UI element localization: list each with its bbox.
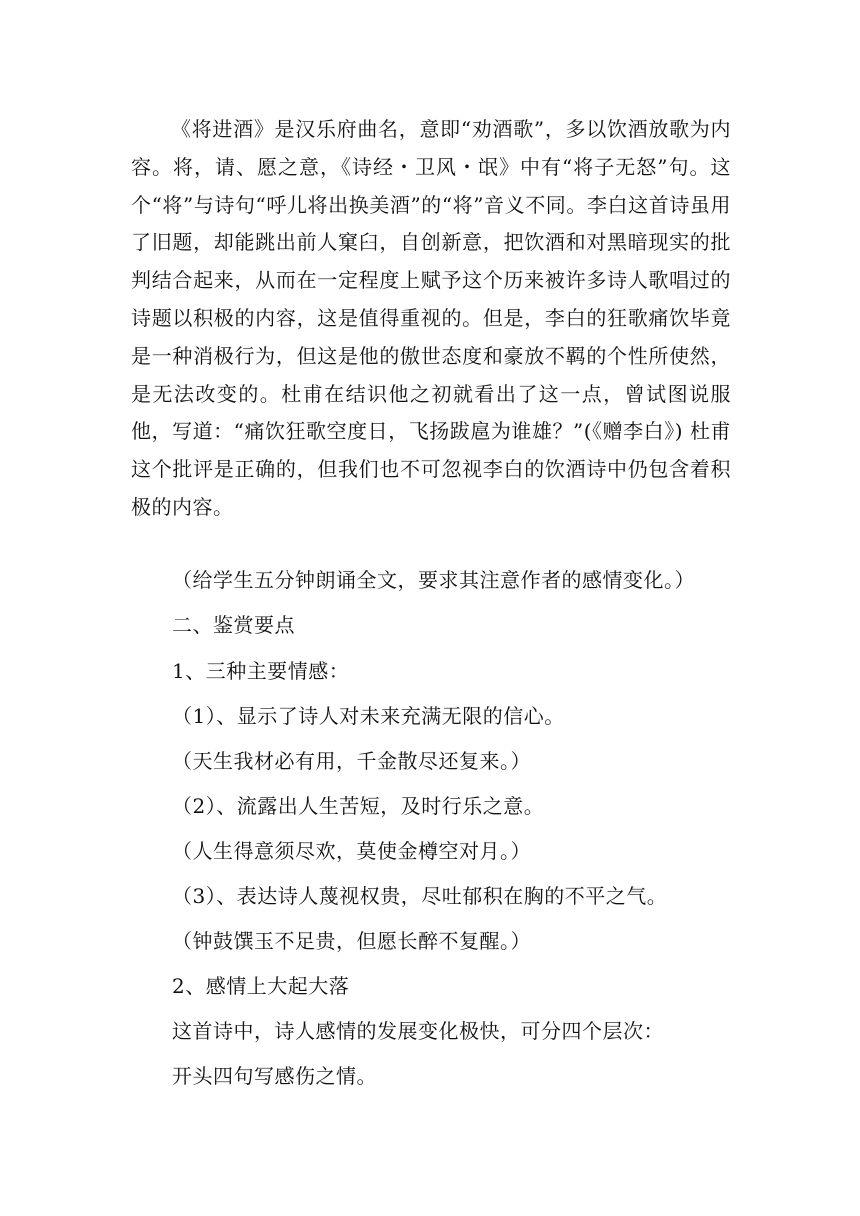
emotion-1-quote: （天生我材必有用，千金散尽还复来。） bbox=[172, 749, 531, 773]
level-1-text: 开头四句写感伤之情。 bbox=[172, 1064, 377, 1088]
intro-paragraph: 《将进酒》是汉乐府曲名，意即“劝酒歌”，多以饮酒放歌为内容。将，请、愿之意，《诗经・卫风・氓》中有“将子无怒”句。这个“将”与诗句“呼儿将出换美酒”的“将”音义不同。李白这首诗虽用了旧题，却能跳出前人窠臼，自创新意，把饮酒和对黑暗现实的批判结合起来，从而在一定程度上赋予这个历来被许多诗人歌唱过的诗题以积极的内容，这是值得重视的。但是，李白的狂歌痛饮毕竟是一种消极行为，但这是他的傲世态度和豪放不羁的个性所使然，是无法改变的。杜甫在结识他之初就看出了这一点，曾试图说服他，写道：“痛饮狂歌空度日，飞扬跋扈为谁雄？”(《赠李白》) 杜甫这个批评是正确的，但我们也不可忽视李白的饮酒诗中仍包含着积极的内容。 bbox=[131, 117, 731, 519]
section-heading: 二、鉴赏要点 bbox=[172, 613, 295, 637]
emotion-3: （3）、表达诗人蔑视权贵，尽吐郁积在胸的不平之气。 bbox=[172, 884, 668, 908]
instruction-note: （给学生五分钟朗诵全文，要求其注意作者的感情变化。） bbox=[172, 568, 695, 592]
emotion-3-quote: （钟鼓馔玉不足贵，但愿长醉不复醒。） bbox=[172, 929, 531, 953]
emotion-1: （1）、显示了诗人对未来充满无限的信心。 bbox=[172, 704, 565, 728]
emotion-2: （2）、流露出人生苦短，及时行乐之意。 bbox=[172, 794, 545, 818]
emotion-2-quote: （人生得意须尽欢，莫使金樽空对月。） bbox=[172, 839, 531, 863]
point2-heading: 2、感情上大起大落 bbox=[172, 974, 350, 998]
point2-text: 这首诗中，诗人感情的发展变化极快，可分四个层次： bbox=[172, 1019, 664, 1043]
point1-heading: 1、三种主要情感： bbox=[172, 659, 350, 683]
